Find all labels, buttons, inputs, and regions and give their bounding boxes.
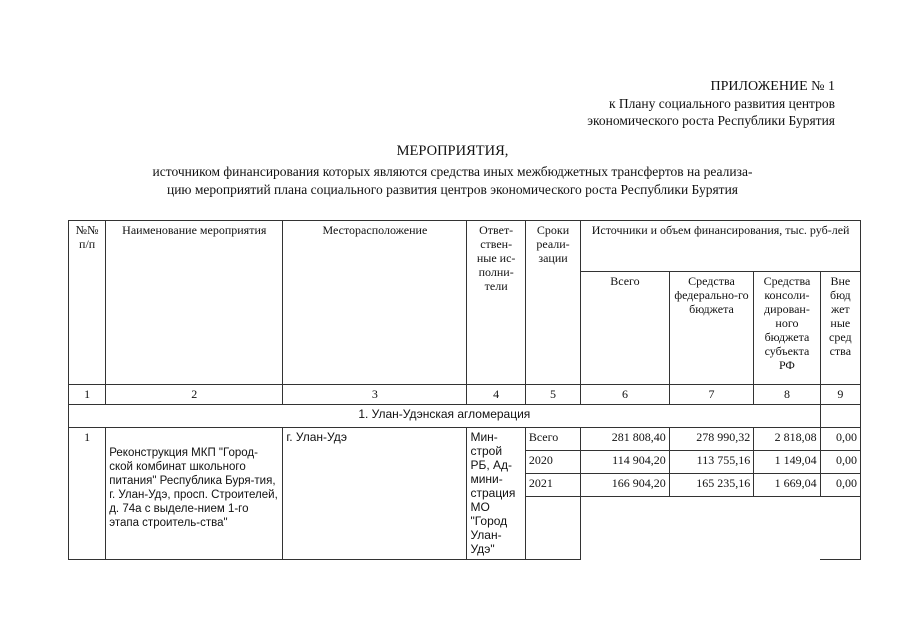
total-cell: 114 904,20 [581, 451, 670, 474]
extra-cell: 0,00 [820, 451, 860, 474]
federal-cell: 113 755,16 [669, 451, 754, 474]
extra-cell: 0,00 [820, 428, 860, 451]
appendix-line-2: экономического роста Республики Бурятия [587, 113, 835, 128]
period-cell: 2021 [525, 474, 580, 497]
column-number: 1 [69, 385, 106, 405]
column-number: 2 [106, 385, 283, 405]
period-fill-cell [525, 497, 580, 560]
federal-cell: 278 990,32 [669, 428, 754, 451]
item-number: 1 [69, 428, 106, 560]
consolidated-cell: 1 669,04 [754, 474, 820, 497]
column-number: 5 [525, 385, 580, 405]
appendix-title: ПРИЛОЖЕНИЕ № 1 [710, 79, 835, 94]
extra-cell: 0,00 [820, 474, 860, 497]
header-num: №№ п/п [69, 221, 106, 385]
blank-cell [754, 497, 820, 560]
document-subtitle-line-2: цию мероприятий плана социального развития центров экономического роста Республики Бурятия [166, 182, 739, 197]
item-responsible: Мин-строй РБ, Ад-мини-страция МО "Город Улан-Удэ" [467, 428, 525, 560]
events-table [68, 220, 861, 560]
blank-cell [581, 497, 670, 560]
column-number: 8 [754, 385, 820, 405]
consolidated-cell: 2 818,08 [754, 428, 820, 451]
document-title: МЕРОПРИЯТИЯ, [396, 143, 509, 159]
period-cell: 2020 [525, 451, 580, 474]
consolidated-cell: 1 149,04 [754, 451, 820, 474]
column-number: 7 [669, 385, 754, 405]
header-federal: Средства федерально-го бюджета [669, 272, 754, 385]
item-name: Реконструкция МКП "Город-ской комбинат школьного питания" Республика Буря-тия, г. Улан-Удэ, просп. Строителей, д. 74а с выделе-нием 1-го этапа строитель-ства" [106, 428, 283, 560]
blank-cell [669, 497, 754, 560]
federal-cell: 165 235,16 [669, 474, 754, 497]
header-location: Месторасположение [283, 221, 467, 385]
header-consolidated: Средства консоли-дирован-ного бюджета субъекта РФ [754, 272, 820, 385]
header-total: Всего [581, 272, 670, 385]
period-cell: Всего [525, 428, 580, 451]
total-cell: 166 904,20 [581, 474, 670, 497]
section-empty-cell [820, 405, 860, 428]
section-title: 1. Улан-Удэнская агломерация [69, 405, 821, 428]
column-number: 6 [581, 385, 670, 405]
appendix-line-1: к Плану социального развития центров [608, 96, 835, 111]
total-cell: 281 808,40 [581, 428, 670, 451]
header-responsible: Ответ-ствен-ные ис-полни-тели [467, 221, 525, 385]
item-location: г. Улан-Удэ [283, 428, 467, 560]
column-number: 3 [283, 385, 467, 405]
header-sources: Источники и объем финансирования, тыс. руб-лей [581, 221, 861, 272]
header-terms: Сроки реали-зации [525, 221, 580, 385]
header-name: Наименование мероприятия [106, 221, 283, 385]
header-extra: Вне бюд жет ные сред ства [820, 272, 860, 385]
column-number: 9 [820, 385, 860, 405]
column-number: 4 [467, 385, 525, 405]
blank-cell [820, 497, 860, 560]
document-subtitle-line-1: источником финансирования которых являются средства иных межбюджетных трансфертов на реализа- [152, 164, 753, 179]
